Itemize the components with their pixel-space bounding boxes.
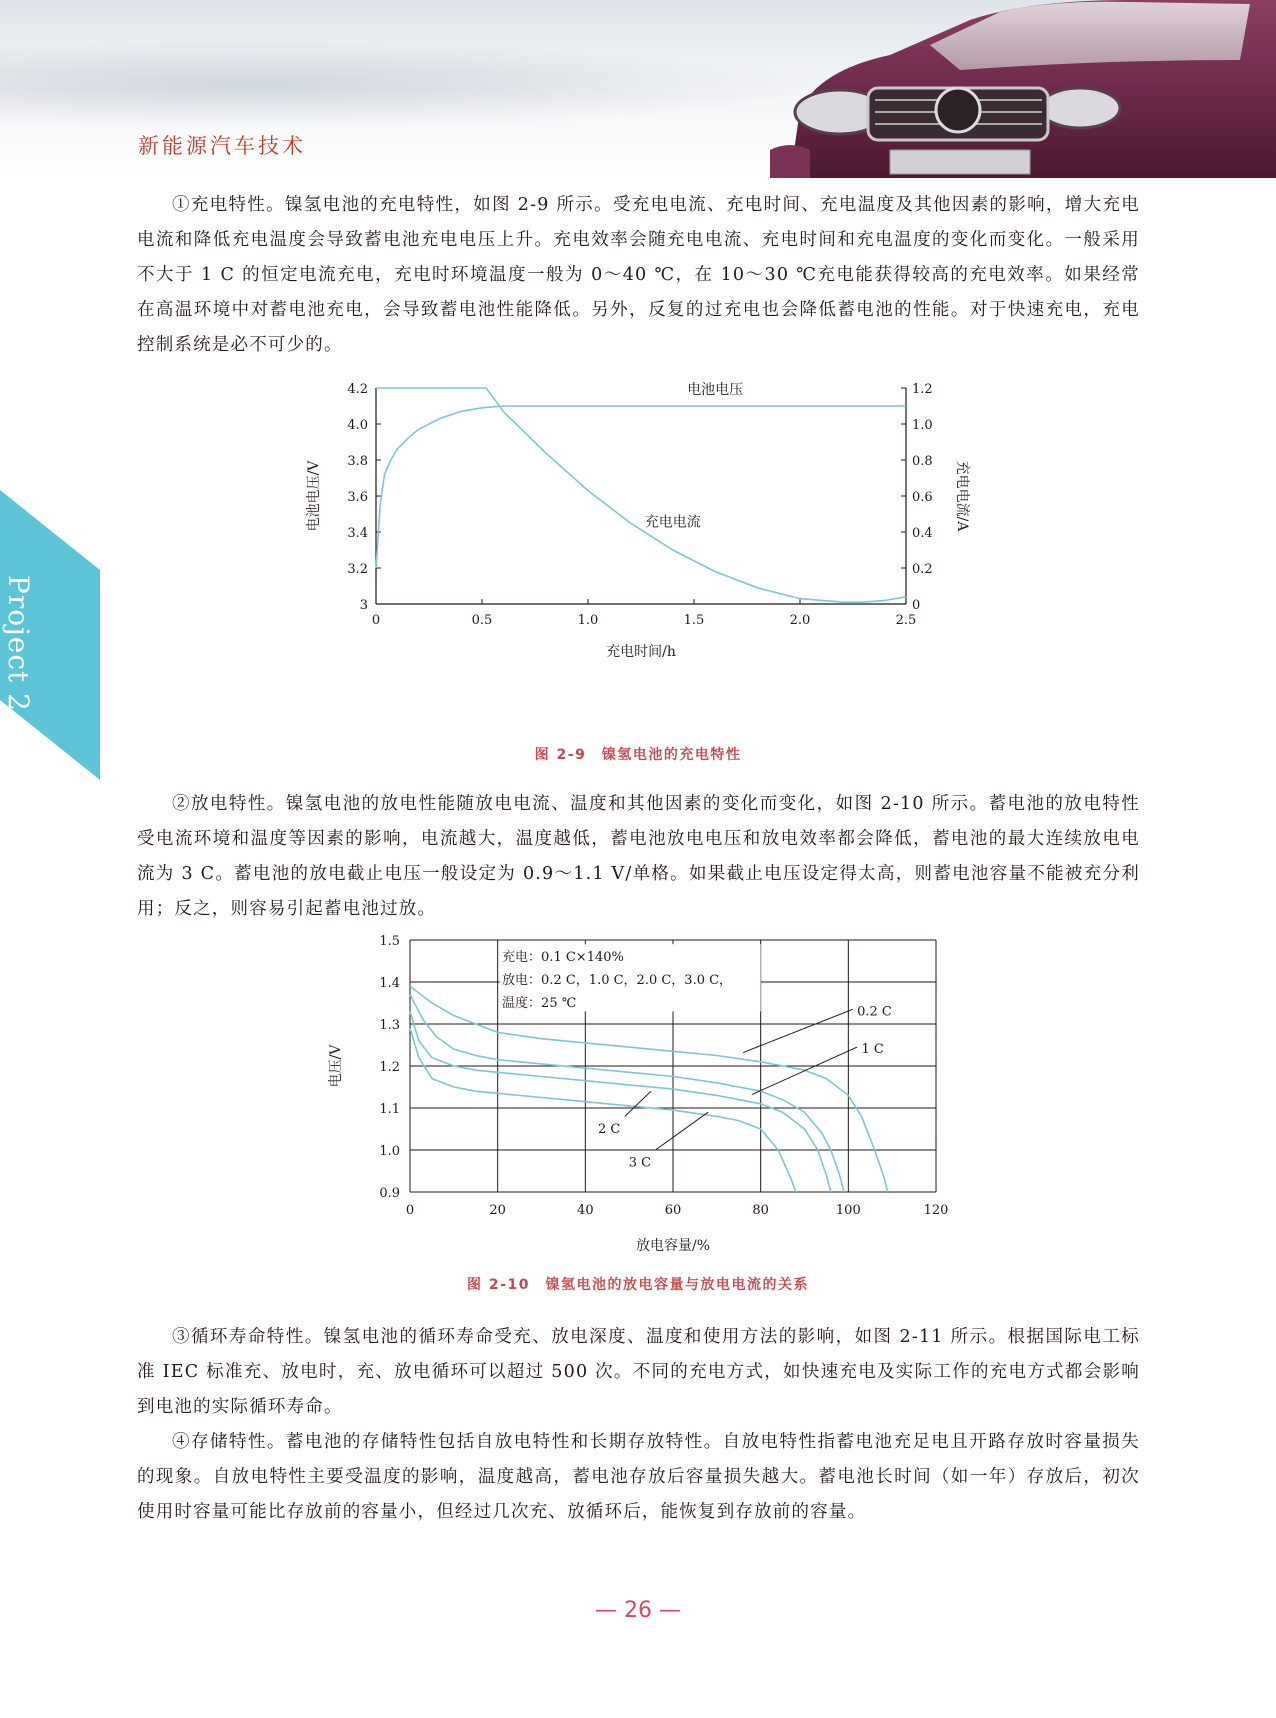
y2-tick-label: 1.2 — [912, 382, 933, 397]
y-tick-label: 1.3 — [379, 1018, 400, 1033]
project-label: Project 2 — [2, 575, 35, 712]
page-header — [0, 0, 1276, 178]
paragraph-discharging: ②放电特性。镍氢电池的放电性能随放电电流、温度和其他因素的变化而变化，如图 2-10 所示。蓄电池的放电特性受电流环境和温度等因素的影响，电流越大，温度越低，蓄电池放电电压和放电效率都会降低，蓄电池的最大连续放电电流为 3 C。蓄电池的放电截止电压一般设定为 0.9～1.1 V/单格。如果截止电压设定得太高，则蓄电池容量不能被充分利用；反之，则容易引起蓄电池过放。 — [137, 794, 1140, 919]
legend-line: 充电：0.1 C×140% — [502, 950, 624, 965]
y-tick-label: 4.0 — [347, 418, 368, 433]
y-tick-label: 3.6 — [347, 490, 368, 505]
x-axis-label: 充电时间/h — [606, 644, 676, 660]
y-tick-label: 1.2 — [379, 1060, 400, 1075]
legend-line: 温度：25 ℃ — [502, 996, 577, 1011]
curve-label: 0.2 C — [857, 1004, 892, 1020]
x-tick-label: 0 — [405, 1203, 415, 1218]
figure-caption-2-10: 图 2-10 镍氢电池的放电容量与放电电流的关系 — [467, 1277, 809, 1293]
paragraph-storage: ④存储特性。蓄电池的存储特性包括自放电特性和长期存放特性。自放电特性指蓄电池充足电且开路存放时容量损失的现象。自放电特性主要受温度的影响，温度越高，蓄电池存放后容量损失越大。蓄电池长时间（如一年）存放后，初次使用时容量可能比存放前的容量小，但经过几次充、放循环后，能恢复到存放前的容量。 — [137, 1432, 1140, 1522]
y-tick-label: 1.5 — [379, 934, 400, 949]
figure-caption-2-9: 图 2-9 镍氢电池的充电特性 — [534, 747, 742, 763]
y2-tick-label: 0.2 — [912, 562, 933, 577]
header-mist-decoration — [0, 40, 820, 130]
y-tick-label: 3.4 — [347, 526, 368, 541]
y2-tick-label: 0.4 — [912, 526, 933, 541]
y-tick-label: 0.9 — [379, 1186, 400, 1201]
text-block-charging — [137, 188, 1140, 363]
discharge-capacity-chart — [320, 930, 980, 1262]
curve-leader-line — [752, 1047, 857, 1094]
y-axis-label: 电压/V — [328, 1044, 344, 1088]
y2-tick-label: 1.0 — [912, 418, 933, 433]
x-tick-label: 2.0 — [789, 613, 811, 628]
annotation-charge-current: 充电电流 — [644, 514, 701, 531]
y-tick-label: 3.8 — [347, 454, 368, 469]
x-tick-label: 20 — [489, 1203, 506, 1218]
y-tick-label: 1.0 — [379, 1144, 400, 1159]
annotation-battery-voltage: 电池电压 — [687, 382, 744, 398]
text-block-discharging — [137, 787, 1140, 927]
y-tick-label: 3 — [359, 598, 368, 613]
curve-label: 3 C — [628, 1155, 652, 1171]
y2-tick-label: 0.6 — [912, 490, 933, 505]
x-tick-label: 0.5 — [471, 613, 493, 628]
y-tick-label: 3.2 — [347, 562, 368, 577]
x-tick-label: 60 — [664, 1203, 682, 1218]
y-tick-label: 1.1 — [379, 1102, 400, 1117]
series-charge-current — [376, 388, 906, 602]
y2-tick-label: 0.8 — [912, 454, 933, 469]
curve-label: 2 C — [598, 1122, 621, 1137]
curve-label: 1 C — [861, 1042, 884, 1058]
paragraph-charging: ①充电特性。镍氢电池的充电特性，如图 2-9 所示。受充电电流、充电时间、充电温度及其他因素的影响，增大充电电流和降低充电温度会导致蓄电池充电电压上升。充电效率会随充电电流、充电时间和充电温度的变化而变化。一般采用不大于 1 C 的恒定电流充电，充电时环境温度一般为 0～40 ℃，在 10～30 ℃充电能获得较高的充电效率。如果经常在高温环境中对蓄电池充电，会导致蓄电池性能降低。另外，反复的过充电也会降低蓄电池的性能。对于快速充电，充电控制系统是必不可少的。 — [137, 195, 1140, 355]
x-tick-label: 80 — [752, 1203, 769, 1218]
y-tick-label: 4.2 — [347, 382, 368, 397]
page-number: — 26 — — [595, 1598, 681, 1623]
text-block-cycle-storage — [137, 1320, 1140, 1530]
y-axis-label: 电池电压/V — [306, 460, 322, 532]
x-tick-label: 120 — [923, 1203, 949, 1218]
x-tick-label: 1.0 — [577, 613, 599, 628]
legend-line: 放电：0.2 C，1.0 C，2.0 C，3.0 C， — [502, 973, 733, 988]
curve-leader-line — [625, 1091, 651, 1116]
y2-tick-label: 0 — [912, 598, 921, 613]
paragraph-cycle-life: ③循环寿命特性。镍氢电池的循环寿命受充、放电深度、温度和使用方法的影响，如图 2-11 所示。根据国际电工标准 IEC 标准充、放电时，充、放电循环可以超过 500 次。不同的充电方式，如快速充电及实际工作的充电方式都会影响到电池的实际循环寿命。 — [137, 1327, 1140, 1417]
curve-leader-line — [743, 1009, 853, 1052]
series-battery-voltage — [376, 406, 906, 568]
y2-axis-label: 充电电流/A — [954, 460, 970, 532]
x-tick-label: 40 — [577, 1203, 594, 1218]
x-tick-label: 1.5 — [683, 613, 705, 628]
x-tick-label: 0 — [371, 613, 381, 628]
charge-characteristic-chart — [300, 368, 980, 738]
series-2c — [410, 1011, 831, 1192]
car-illustration — [770, 0, 1276, 178]
x-tick-label: 100 — [835, 1203, 861, 1218]
x-tick-label: 2.5 — [895, 613, 917, 628]
curve-leader-line — [655, 1112, 708, 1150]
x-axis-label: 放电容量/% — [635, 1238, 711, 1254]
y-tick-label: 1.4 — [379, 976, 400, 991]
book-title: 新能源汽车技术 — [138, 134, 306, 158]
